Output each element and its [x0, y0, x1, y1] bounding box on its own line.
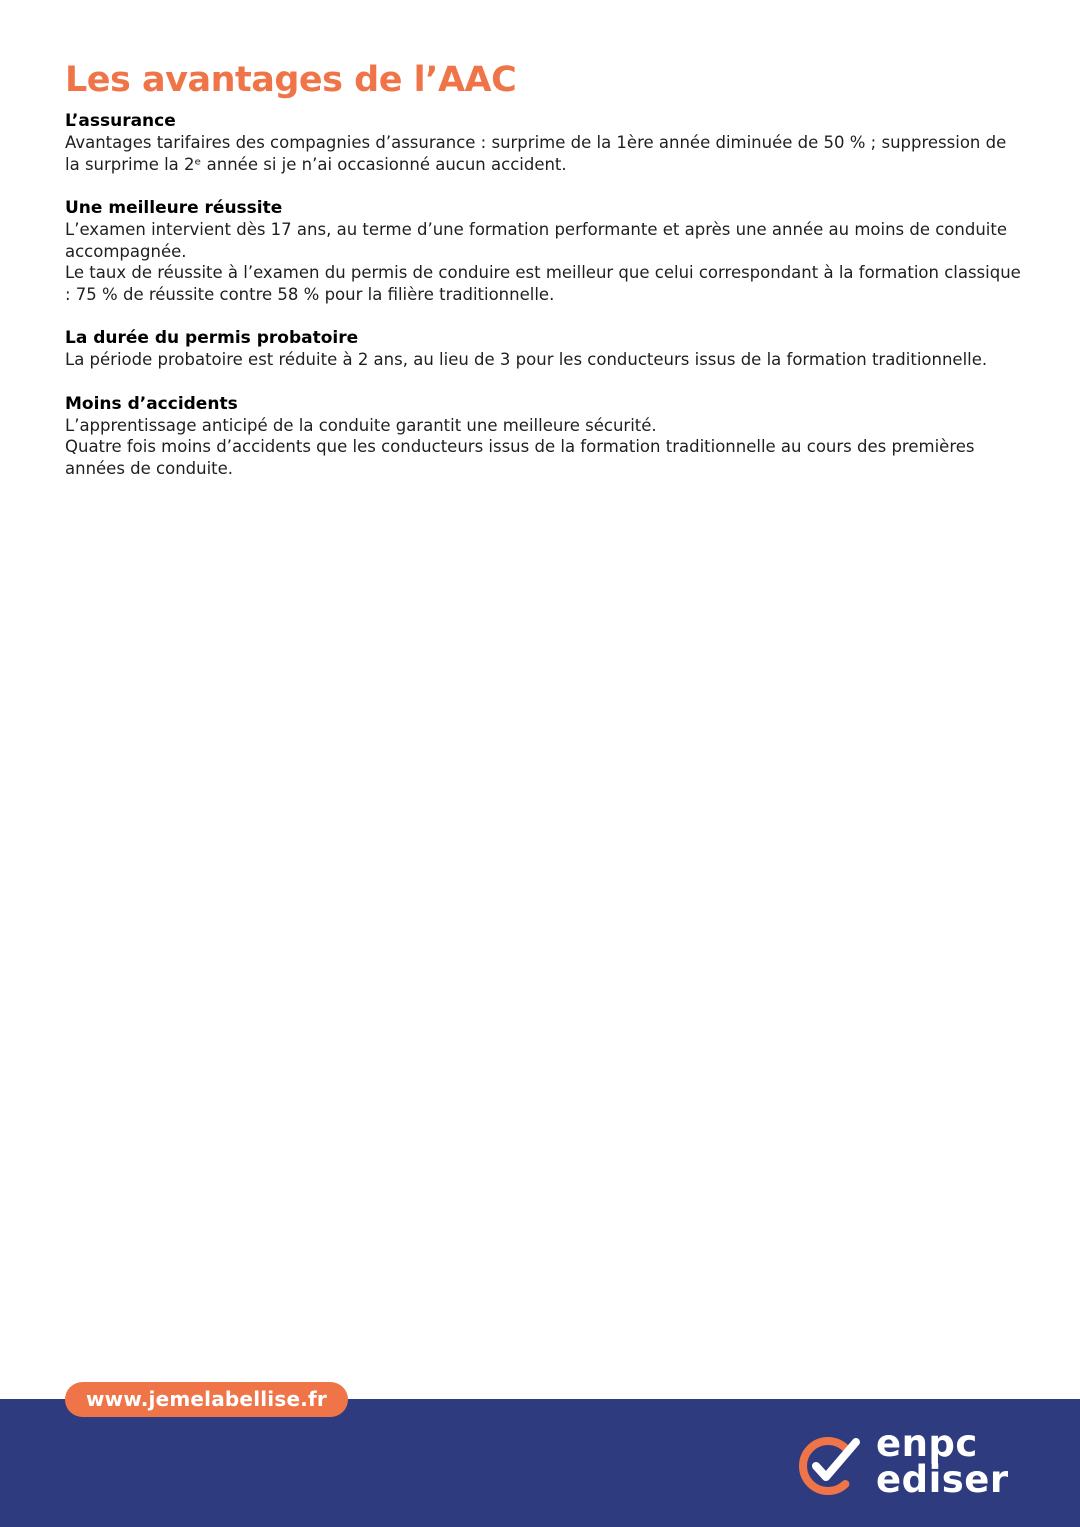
page-title: Les avantages de l’AAC: [65, 60, 517, 100]
check-circle-icon: [798, 1430, 864, 1496]
section-paragraph: L’apprentissage anticipé de la conduite garantit une meilleure sécurité.: [65, 415, 657, 435]
website-link[interactable]: www.jemelabellise.fr: [65, 1382, 348, 1417]
section-paragraph: L’examen intervient dès 17 ans, au terme d’une formation performante et après une année au moins de conduite accompagnée.: [65, 220, 1007, 261]
section-paragraph: La période probatoire est réduite à 2 ans, au lieu de 3 pour les conducteurs issus de la formation traditionnelle.: [65, 350, 988, 369]
section-assurance: [65, 110, 1025, 175]
section-permis-probatoire: [65, 327, 1025, 371]
section-paragraph: Quatre fois moins d’accidents que les conducteurs issus de la formation traditionnelle au cours des premières années de conduite.: [65, 437, 975, 478]
section-accidents: [65, 393, 1025, 480]
section-paragraph: Le taux de réussite à l’examen du permis de conduire est meilleur que celui correspondant à la formation classique : 75 % de réussite contre 58 % pour la filière traditionnelle.: [65, 263, 1021, 304]
section-heading: La durée du permis probatoire: [65, 328, 359, 348]
logo-line-ediser: ediser: [876, 1458, 1009, 1501]
section-reussite: [65, 197, 1025, 305]
logo-line-enpc: enpc: [876, 1422, 978, 1465]
document-body: [65, 58, 1025, 501]
section-paragraph: Avantages tarifaires des compagnies d’assurance : surprime de la 1ère année diminuée de 50 % ; suppression de la surprime la 2ᵉ année si je n’ai occasionné aucun accident.: [65, 133, 1007, 174]
section-heading: Une meilleure réussite: [65, 198, 283, 218]
section-heading: L’assurance: [65, 111, 176, 131]
enpc-ediser-logo: [798, 1422, 1028, 1502]
logo-wordmark: [876, 1422, 1009, 1501]
section-heading: Moins d’accidents: [65, 393, 238, 414]
